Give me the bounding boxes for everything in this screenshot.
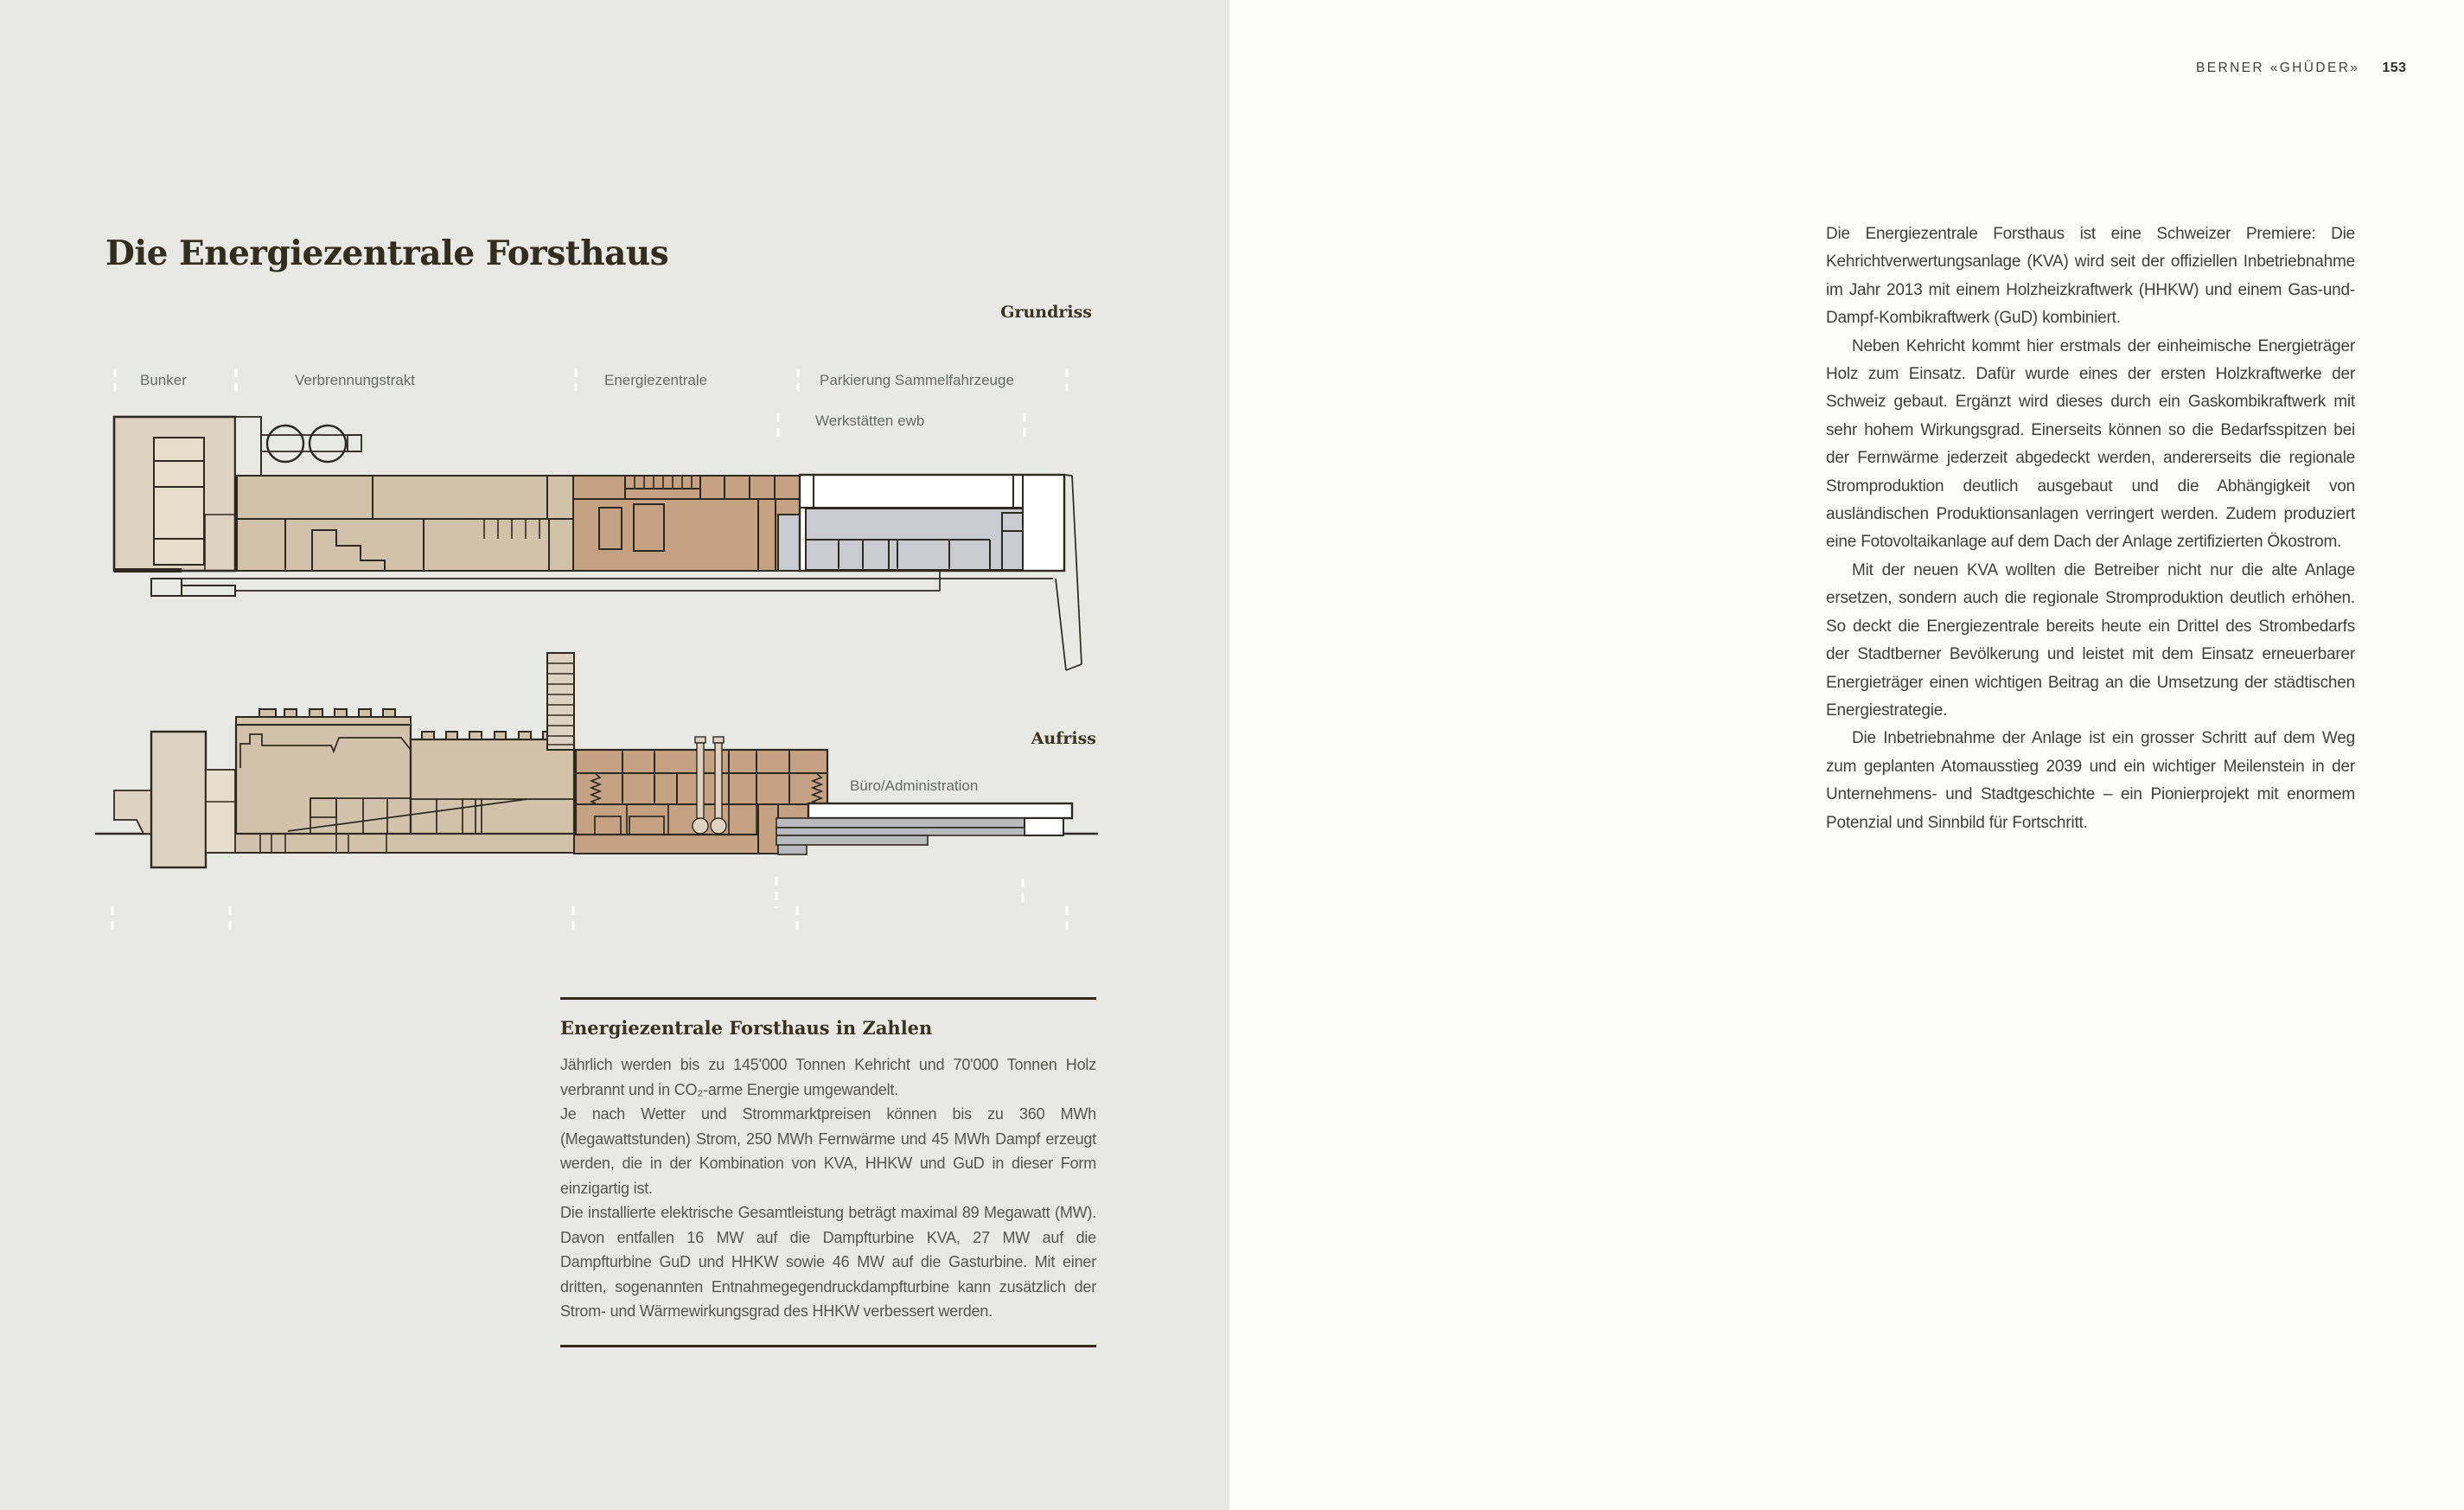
facts-box [560,997,1096,1347]
facts-paragraph: Je nach Wetter und Strommarktpreisen können bis zu 360 MWh (Megawattstunden) Strom, 250 MWh Fernwärme und 45 MWh Dampf erzeugt werden, die in der Kombination von KVA, HHKW und GuD in dieser Form einzigartig ist. [560,1105,1096,1197]
running-head [2196,61,2407,76]
article-paragraph: Die Energiezentrale Forsthaus ist eine Schweizer Premiere: Die Kehrichtverwertungsanlage (KVA) wird seit der offiziellen Inbetriebnahme im Jahr 2013 mit einem Holzheizkraftwerk (HHKW) und einem Gas-und-Dampf-Kombikraftwerk (GuD) kombiniert. [1826,225,2355,328]
floor-plan [114,417,1082,670]
running-title: BERNER «GHÜDER» [2196,61,2360,75]
facts-paragraphs [560,1053,1096,1324]
page-number: 153 [2382,61,2407,75]
zone-label-energiezentrale: Energiezentrale [604,372,708,388]
zone-label-parkierung: Parkierung Sammelfahrzeuge [820,372,1014,388]
article-paragraph: Neben Kehricht kommt hier erstmals der einheimische Energieträger Holz zum Einsatz. Dafür wurde eines der ersten Holzkraftwerke der Schweiz gebaut. Ergänzt wird dieses durch ein Gaskombikraftwerk mit sehr hohem Wirkungsgrad. Einerseits können so die Bedarfsspitzen bei der Fernwärme jederzeit abgedeckt werden, andererseits die regionale Stromproduktion deutlich ausgebaut und die Abhängigkeit von ausländischen Produktionsanlagen verringert werden. Zudem produziert eine Fotovoltaikanlage auf dem Dach der Anlage zertifizierten Ökostrom. [1826,336,2355,552]
elevation-drawing [95,653,1098,867]
facts-paragraph: Jährlich werden bis zu 145'000 Tonnen Kehricht und 70'000 Tonnen Holz verbrannt und in CO₂-arme Energie umgewandelt. [560,1056,1096,1098]
zone-label-bunker: Bunker [140,372,187,388]
article-paragraph: Die Inbetriebnahme der Anlage ist ein grosser Schritt auf dem Weg zum geplanten Atomausstieg 2039 und ein wichtiger Meilenstein in der Unternehmens- und Stadtgeschichte – ein Pionierprojekt mit enormem Potenzial und Sinnbild für Fortschritt. [1826,729,2355,832]
architecture-diagram [86,294,1124,951]
zone-label-werkstaetten: Werkstätten ewb [815,413,925,429]
zone-label-verbrennungstrakt: Verbrennungstrakt [295,372,415,388]
elevation-label: Aufriss [1031,729,1096,748]
article-text [1826,221,2355,837]
facts-paragraph: Die installierte elektrische Gesamtleistung beträgt maximal 89 Megawatt (MW). Davon entfallen 16 MW auf die Dampfturbine KVA, 27 MW auf die Dampfturbine GuD und HHKW sowie 46 MW auf die Gasturbine. Mit einer dritten, sogenannten Entnahmegegendruckdampfturbine kann zusätzlich der Strom- und Wärmewirkungsgrad des HHKW verbessert werden. [560,1204,1096,1320]
facts-heading: Energiezentrale Forsthaus in Zahlen [560,1017,933,1039]
page-title: Die Energiezentrale Forsthaus [105,234,669,274]
zone-label-buero-administration: Büro/Administration [850,777,979,794]
article-paragraph: Mit der neuen KVA wollten die Betreiber nicht nur die alte Anlage ersetzen, sondern auch die regionale Stromproduktion deutlich erhöhen. So deckt die Energiezentrale bereits heute ein Drittel des Strombedarfs der Stadtberner Bevölkerung und leistet mit dem Einsatz erneuerbarer Energieträger einen wichtigen Beitrag an die Umsetzung der städtischen Energiestrategie. [1826,560,2355,720]
plan-label: Grundriss [1000,303,1092,322]
